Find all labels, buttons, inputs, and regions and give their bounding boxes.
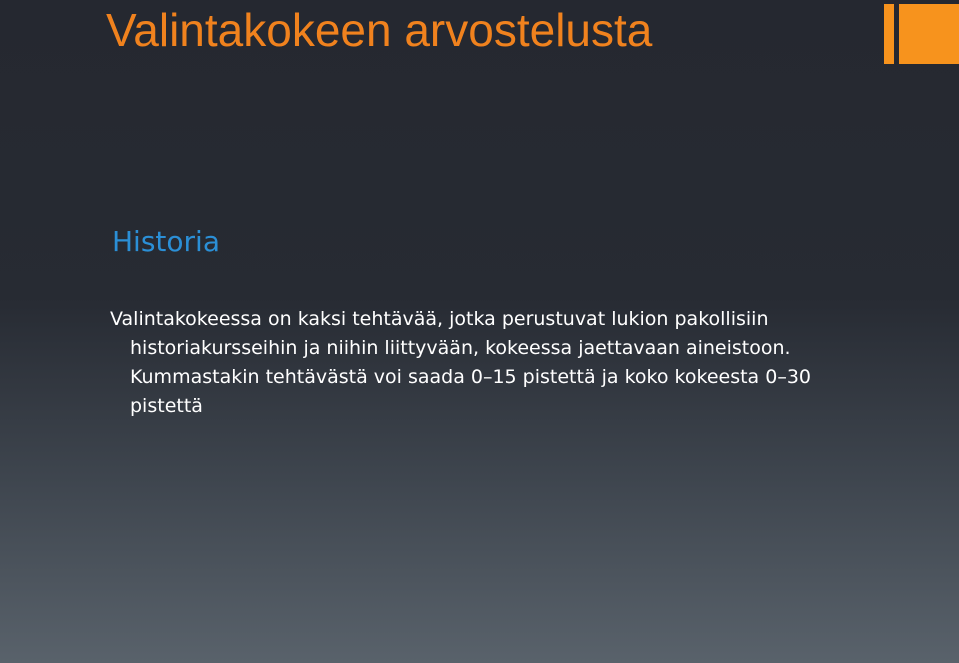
accent-bar-wide <box>899 4 959 64</box>
accent-bar-thin <box>884 4 894 64</box>
slide-subtitle: Historia <box>112 225 220 258</box>
body-paragraph: Valintakokeessa on kaksi tehtävää, jotka perustuvat lukion pakollisiin historiakursseihin ja niihin liittyvään, kokeessa jaettavaan aineistoon. Kummastakin tehtävästä voi saada 0–15 pistettä ja koko kokeesta 0–30 pistettä <box>110 308 811 417</box>
body-text-list <box>110 305 850 421</box>
slide-title: Valintakokeen arvostelusta <box>106 4 653 56</box>
